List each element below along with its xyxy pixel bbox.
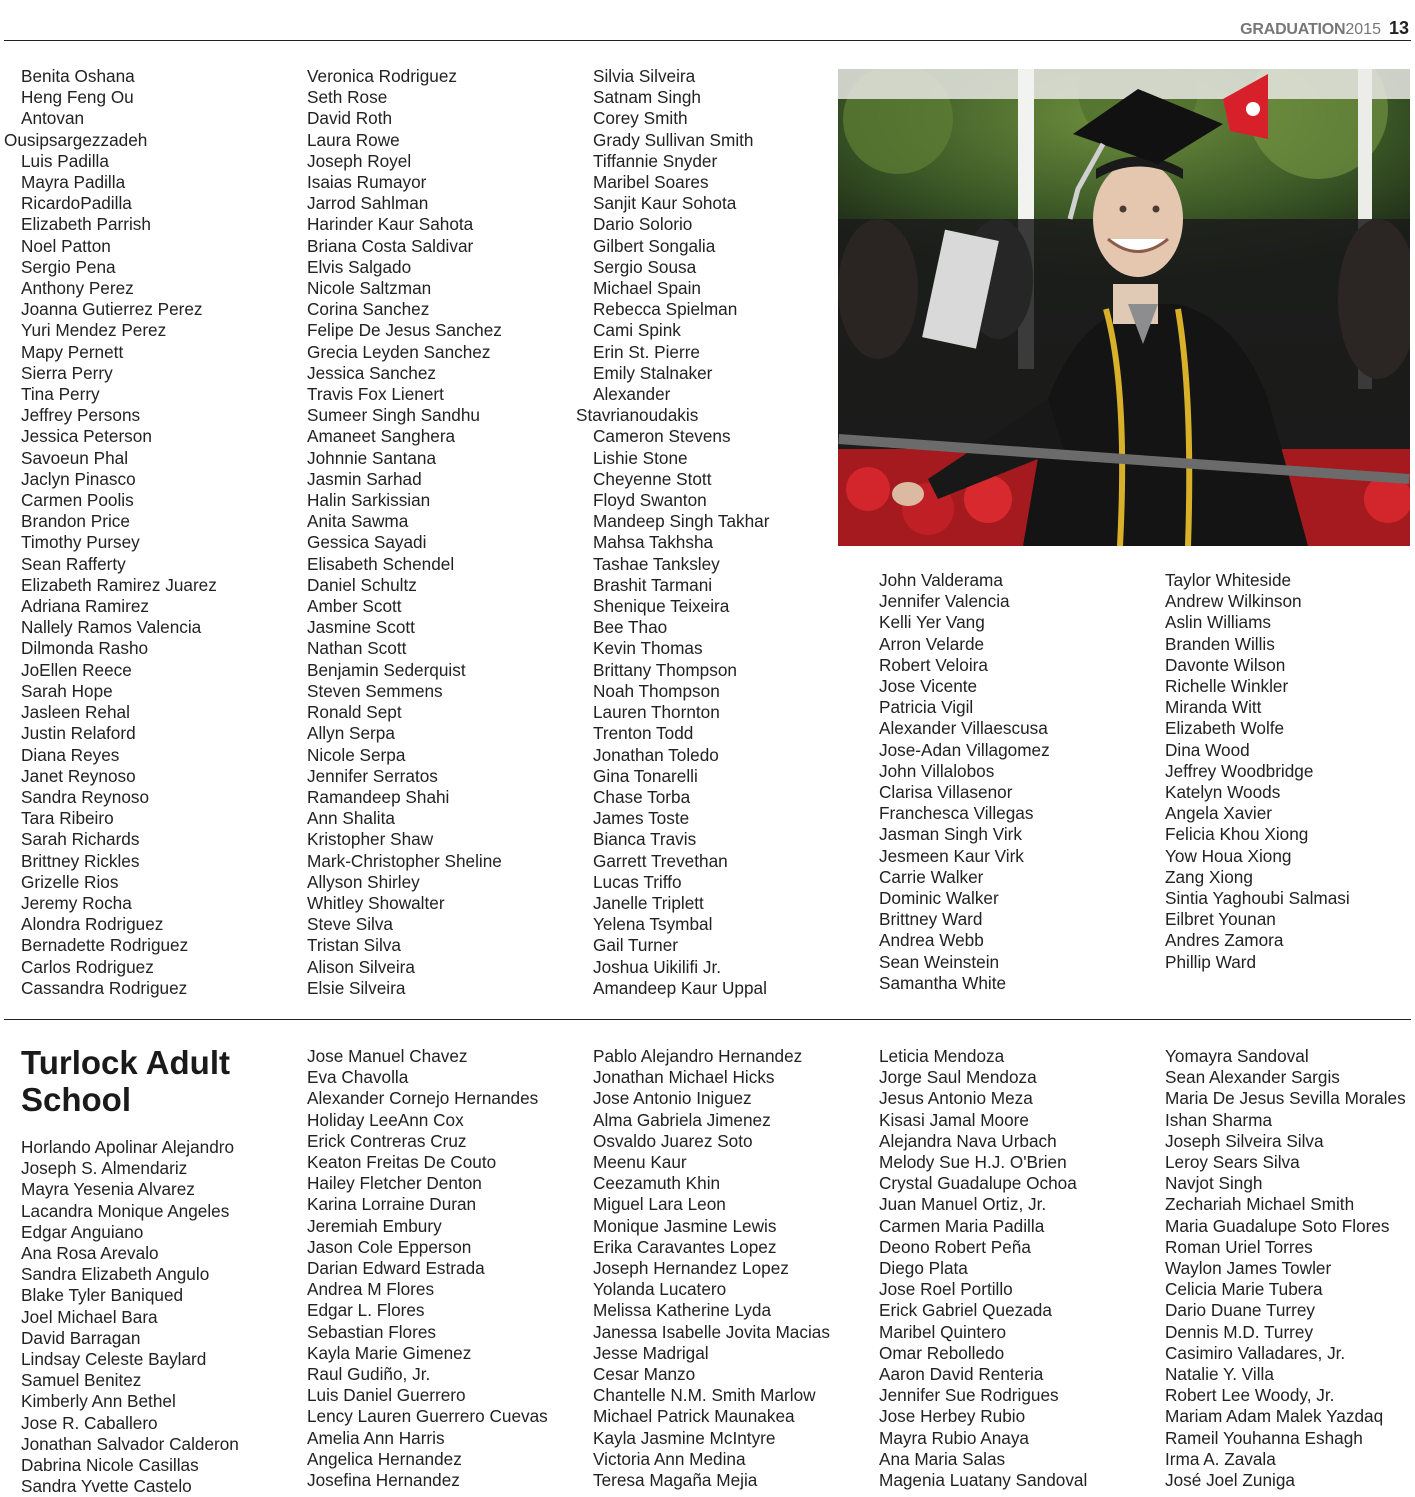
graduate-name: Joel Michael Bara <box>21 1306 158 1327</box>
graduate-name: JoEllen Reece <box>21 659 132 680</box>
graduate-name: Bianca Travis <box>593 829 697 850</box>
graduate-name: David Roth <box>307 108 393 129</box>
graduate-name: Joanna Gutierrez Perez <box>21 299 203 320</box>
graduate-name: Celicia Marie Tubera <box>1165 1279 1323 1300</box>
graduate-name: Waylon James Towler <box>1165 1258 1332 1279</box>
graduate-name: Laura Rowe <box>307 129 400 150</box>
graduate-name: Jose Manuel Chavez <box>307 1046 468 1066</box>
graduate-name: Yuri Mendez Perez <box>21 320 167 341</box>
graduate-name: Justin Relaford <box>21 723 136 744</box>
graduate-name: Edgar L. Flores <box>307 1300 425 1321</box>
graduate-name: Seth Rose <box>307 87 388 108</box>
graduate-name: Carrie Walker <box>879 866 984 887</box>
graduate-name: Eilbret Younan <box>1165 909 1276 930</box>
graduate-name: Clarisa Villasenor <box>879 782 1013 803</box>
graduate-name: Carlos Rodriguez <box>21 956 154 977</box>
graduate-name: Stavrianoudakis <box>576 405 699 426</box>
graduate-name: Luis Padilla <box>21 150 109 171</box>
graduate-name: Cheyenne Stott <box>593 468 712 489</box>
graduate-name: Kristopher Shaw <box>307 829 434 850</box>
graduate-name: Jesus Antonio Meza <box>879 1088 1033 1109</box>
graduate-name: Benjamin Sederquist <box>307 659 466 680</box>
graduate-name: Mandeep Singh Takhar <box>593 511 770 532</box>
graduate-name: Gessica Sayadi <box>307 532 427 553</box>
graduate-name: Jarrod Sahlman <box>307 193 429 214</box>
graduate-name: Mayra Rubio Anaya <box>879 1427 1029 1448</box>
graduate-name: Sarah Hope <box>21 680 113 701</box>
graduate-name: Chase Torba <box>593 786 691 807</box>
graduate-name: Corey Smith <box>593 108 688 129</box>
graduate-name: Jasmine Scott <box>307 617 415 638</box>
graduate-name: Maribel Soares <box>593 172 709 193</box>
graduate-name: Elizabeth Ramirez Juarez <box>21 574 217 595</box>
graduate-name: Meenu Kaur <box>593 1152 687 1173</box>
graduate-name: Yolanda Lucatero <box>593 1279 727 1300</box>
graduate-name: Tashae Tanksley <box>593 553 720 574</box>
graduate-name: Elisabeth Schendel <box>307 553 455 574</box>
graduate-name: Rebecca Spielman <box>593 299 738 320</box>
name-column-5 <box>1148 570 1350 973</box>
graduate-name: Leroy Sears Silva <box>1165 1152 1300 1173</box>
graduate-name: Alejandra Nava Urbach <box>879 1130 1057 1151</box>
graduate-name: Blake Tyler Baniqued <box>21 1285 184 1306</box>
graduate-name: Brittney Rickles <box>21 850 140 871</box>
graduate-name: Irma A. Zavala <box>1165 1448 1276 1469</box>
graduate-name: Sintia Yaghoubi Salmasi <box>1165 888 1350 909</box>
graduate-name: Alma Gabriela Jimenez <box>593 1109 771 1130</box>
graduate-name: Roman Uriel Torres <box>1165 1236 1313 1257</box>
graduate-name: Daniel Schultz <box>307 574 417 595</box>
graduate-name: Jorge Saul Mendoza <box>879 1067 1037 1088</box>
graduate-name: Zang Xiong <box>1165 866 1253 887</box>
adult-name-column-5 <box>1148 1046 1406 1491</box>
graduate-name: Jennifer Valencia <box>879 591 1010 612</box>
graduate-name: Lindsay Celeste Baylard <box>21 1349 207 1370</box>
graduate-name: Andrea M Flores <box>307 1279 435 1300</box>
graduate-name: Jeffrey Persons <box>21 405 141 426</box>
graduate-name: Richelle Winkler <box>1165 676 1289 697</box>
graduate-name: Elsie Silveira <box>307 977 406 998</box>
adult-name-column-1 <box>4 1137 239 1497</box>
graduate-name: Briana Costa Saldivar <box>307 235 474 256</box>
graduate-name: Jeffrey Woodbridge <box>1165 760 1314 781</box>
graduate-name: Allyn Serpa <box>307 723 395 744</box>
graduate-name: Felicia Khou Xiong <box>1165 824 1309 845</box>
adult-school-heading-line-2: School <box>21 1081 132 1118</box>
graduate-name: Halin Sarkissian <box>307 490 431 511</box>
graduate-name: Andres Zamora <box>1165 930 1284 951</box>
name-column-2 <box>290 66 502 999</box>
graduate-name: Erin St. Pierre <box>593 341 700 362</box>
graduate-name: Ann Shalita <box>307 808 395 829</box>
graduate-name: Tara Ribeiro <box>21 808 114 829</box>
graduate-name: Savoeun Phal <box>21 447 129 468</box>
graduate-name: RicardoPadilla <box>21 193 132 214</box>
graduate-name: Keaton Freitas De Couto <box>307 1152 497 1173</box>
section-name: GRADUATION <box>1240 21 1346 38</box>
graduate-name: Garrett Trevethan <box>593 850 728 871</box>
graduate-name: Jasmin Sarhad <box>307 468 422 489</box>
graduate-name: Joshua Uikilifi Jr. <box>593 956 721 977</box>
graduate-name: Jonathan Salvador Calderon <box>21 1433 239 1454</box>
graduate-name: Darian Edward Estrada <box>307 1258 485 1279</box>
graduate-name: Maribel Quintero <box>879 1321 1007 1342</box>
adult-name-column-2 <box>290 1046 548 1491</box>
graduate-name: Jonathan Michael Hicks <box>593 1067 775 1088</box>
graduate-name: Janelle Triplett <box>593 892 704 913</box>
graduate-name: Alexander Cornejo Hernandes <box>307 1088 539 1109</box>
graduate-name: Dilmonda Rasho <box>21 638 149 659</box>
graduate-name: Angelica Hernandez <box>307 1448 462 1469</box>
graduate-name: Jose Antonio Iniguez <box>593 1088 752 1109</box>
graduate-name: Robert Lee Woody, Jr. <box>1165 1385 1335 1406</box>
graduate-name: Alexander Villaescusa <box>879 718 1048 739</box>
graduate-name: Jennifer Sue Rodrigues <box>879 1385 1059 1406</box>
graduate-name: Leticia Mendoza <box>879 1046 1005 1066</box>
graduate-name: Davonte Wilson <box>1165 654 1286 675</box>
graduate-name: Jose Vicente <box>879 676 978 697</box>
graduate-name: Edgar Anguiano <box>21 1221 144 1242</box>
graduate-name: Emily Stalnaker <box>593 362 713 383</box>
graduate-name: Yow Houa Xiong <box>1165 845 1292 866</box>
graduate-name: Bernadette Rodriguez <box>21 935 189 956</box>
graduate-name: Rameil Youhanna Eshagh <box>1165 1427 1363 1448</box>
graduate-name: Sergio Sousa <box>593 256 697 277</box>
graduate-name: Natalie Y. Villa <box>1165 1364 1274 1385</box>
graduate-name: Trenton Todd <box>593 723 694 744</box>
graduate-name: Jennifer Serratos <box>307 765 438 786</box>
graduate-name: Grizelle Rios <box>21 871 119 892</box>
graduate-name: Zechariah Michael Smith <box>1165 1194 1355 1215</box>
graduate-name: Felipe De Jesus Sanchez <box>307 320 502 341</box>
graduate-name: Amandeep Kaur Uppal <box>593 977 767 998</box>
graduate-name: Floyd Swanton <box>593 490 707 511</box>
graduate-name: Dina Wood <box>1165 739 1250 760</box>
graduate-name: Taylor Whiteside <box>1165 570 1292 590</box>
graduate-name: Satnam Singh <box>593 87 701 108</box>
graduate-name: Jesmeen Kaur Virk <box>879 845 1024 866</box>
graduate-name: Chantelle N.M. Smith Marlow <box>593 1385 816 1406</box>
graduate-name: Jeremy Rocha <box>21 892 132 913</box>
graduate-name: Arron Velarde <box>879 633 985 654</box>
graduate-name: Alexander <box>593 384 671 405</box>
graduate-name: Mariam Adam Malek Yazdaq <box>1165 1406 1384 1427</box>
graduate-name: Grecia Leyden Sanchez <box>307 341 491 362</box>
graduate-name: Jessica Peterson <box>21 426 152 447</box>
graduate-name: Samuel Benitez <box>21 1370 142 1391</box>
graduate-name: Jonathan Toledo <box>593 744 719 765</box>
graduate-name: Joseph Hernandez Lopez <box>593 1258 789 1279</box>
graduate-name: Jesse Madrigal <box>593 1342 709 1363</box>
graduate-name: Carmen Maria Padilla <box>879 1215 1045 1236</box>
graduate-name: Miguel Lara Leon <box>593 1194 726 1215</box>
graduate-name: Johnnie Santana <box>307 447 437 468</box>
graduate-name: Gail Turner <box>593 935 679 956</box>
graduate-name: Jason Cole Epperson <box>307 1236 472 1257</box>
graduate-name: Jessica Sanchez <box>307 362 436 383</box>
graduate-name: Lishie Stone <box>593 447 688 468</box>
graduate-name: Teresa Magaña Mejia <box>593 1470 758 1491</box>
graduate-name: Elizabeth Wolfe <box>1165 718 1285 739</box>
graduate-name: Michael Spain <box>593 278 701 299</box>
graduate-name: Sean Weinstein <box>879 951 1000 972</box>
graduate-name: Lauren Thornton <box>593 702 720 723</box>
graduate-name: Erick Gabriel Quezada <box>879 1300 1052 1321</box>
graduate-name: Kisasi Jamal Moore <box>879 1109 1029 1130</box>
graduate-name: Luis Daniel Guerrero <box>307 1385 466 1406</box>
graduate-name: Isaias Rumayor <box>307 172 427 193</box>
header-rule <box>4 40 1411 41</box>
graduate-name: Silvia Silveira <box>593 66 696 86</box>
graduate-name: Janessa Isabelle Jovita Macias <box>593 1321 830 1342</box>
graduate-name: Nathan Scott <box>307 638 407 659</box>
graduate-name: Melody Sue H.J. O'Brien <box>879 1152 1067 1173</box>
graduate-name: Sean Rafferty <box>21 553 126 574</box>
graduate-name: Adriana Ramirez <box>21 596 149 617</box>
graduate-name: Jasman Singh Virk <box>879 824 1022 845</box>
graduate-name: Kayla Marie Gimenez <box>307 1342 472 1363</box>
graduate-name: Mark-Christopher Sheline <box>307 850 502 871</box>
graduate-name: Tina Perry <box>21 384 100 405</box>
graduate-name: Mayra Yesenia Alvarez <box>21 1179 195 1200</box>
graduate-name: Jaclyn Pinasco <box>21 468 136 489</box>
graduate-name: Patricia Vigil <box>879 697 974 718</box>
adult-name-column-3 <box>576 1046 830 1491</box>
graduate-name: Melissa Katherine Lyda <box>593 1300 772 1321</box>
graduate-name: Erika Caravantes Lopez <box>593 1236 777 1257</box>
page-number: 13 <box>1388 18 1409 38</box>
graduate-name: Maria Guadalupe Soto Flores <box>1165 1215 1390 1236</box>
graduate-name: Aslin Williams <box>1165 612 1271 633</box>
graduate-name: Jose Roel Portillo <box>879 1279 1013 1300</box>
graduate-name: John Valderama <box>879 570 1003 590</box>
graduate-name: Eva Chavolla <box>307 1067 409 1088</box>
graduate-name: Samantha White <box>879 972 1007 993</box>
graduate-name: Carmen Poolis <box>21 490 134 511</box>
graduate-name: Noel Patton <box>21 235 111 256</box>
graduate-name: Horlando Apolinar Alejandro <box>21 1137 235 1157</box>
graduate-name: Dario Solorio <box>593 214 693 235</box>
graduate-name: Mayra Padilla <box>21 172 126 193</box>
graduate-name: Antovan <box>21 108 85 129</box>
graduate-name: Phillip Ward <box>1165 951 1257 972</box>
graduate-name: Holiday LeeAnn Cox <box>307 1109 464 1130</box>
graduate-name: Alondra Rodriguez <box>21 914 164 935</box>
graduate-name: Deono Robert Peña <box>879 1236 1031 1257</box>
graduate-name: Yelena Tsymbal <box>593 914 713 935</box>
graduate-name: Elvis Salgado <box>307 256 412 277</box>
graduate-name: Joseph Silveira Silva <box>1165 1130 1324 1151</box>
graduate-name: Brashit Tarmani <box>593 574 713 595</box>
graduate-name: Dario Duane Turrey <box>1165 1300 1315 1321</box>
graduate-name: Diana Reyes <box>21 744 120 765</box>
graduate-name: Nallely Ramos Valencia <box>21 617 202 638</box>
graduate-name: Dabrina Nicole Casillas <box>21 1455 199 1476</box>
graduate-name: John Villalobos <box>879 760 995 781</box>
graduate-name: Navjot Singh <box>1165 1173 1263 1194</box>
graduate-name: Steven Semmens <box>307 680 443 701</box>
adult-name-column-4 <box>862 1046 1087 1491</box>
name-column-3 <box>576 66 769 999</box>
graduate-name: Karina Lorraine Duran <box>307 1194 477 1215</box>
graduate-name: Brittany Thompson <box>593 659 737 680</box>
graduate-name: Mapy Pernett <box>21 341 124 362</box>
graduate-name: Brittney Ward <box>879 909 983 930</box>
page-header <box>1240 18 1409 40</box>
graduate-name: Brandon Price <box>21 511 130 532</box>
graduate-name: James Toste <box>593 808 690 829</box>
graduate-name: Sergio Pena <box>21 256 116 277</box>
graduate-name: Robert Veloira <box>879 654 988 675</box>
graduate-name: Cesar Manzo <box>593 1364 696 1385</box>
graduate-name: Janet Reynoso <box>21 765 136 786</box>
graduate-name: Andrea Webb <box>879 930 984 951</box>
graduate-name: David Barragan <box>21 1327 141 1348</box>
graduate-name: Andrew Wilkinson <box>1165 591 1302 612</box>
graduate-name: Elizabeth Parrish <box>21 214 151 235</box>
graduate-name: Kelli Yer Vang <box>879 612 985 633</box>
graduate-name: Heng Feng Ou <box>21 87 134 108</box>
graduate-name: Bee Thao <box>593 617 668 638</box>
graduate-name: Sandra Yvette Castelo <box>21 1476 192 1497</box>
adult-school-heading-line-1: Turlock Adult <box>21 1044 230 1081</box>
graduate-name: Cameron Stevens <box>593 426 731 447</box>
graduate-name: Casimiro Valladares, Jr. <box>1165 1342 1346 1363</box>
adult-school-heading <box>21 1044 230 1118</box>
graduate-name: Yomayra Sandoval <box>1165 1046 1309 1066</box>
graduate-name: Grady Sullivan Smith <box>593 129 754 150</box>
graduate-name: Sebastian Flores <box>307 1321 436 1342</box>
graduate-name: Sandra Reynoso <box>21 786 150 807</box>
graduate-name: Ishan Sharma <box>1165 1109 1273 1130</box>
graduate-name: Harinder Kaur Sahota <box>307 214 474 235</box>
graduate-name: Allyson Shirley <box>307 871 420 892</box>
graduate-name: Michael Patrick Maunakea <box>593 1406 795 1427</box>
graduate-name: Josefina Hernandez <box>307 1470 460 1491</box>
graduate-name: Kimberly Ann Bethel <box>21 1391 176 1412</box>
graduate-name: Sumeer Singh Sandhu <box>307 405 480 426</box>
graduate-name: Katelyn Woods <box>1165 782 1281 803</box>
graduate-name: Magenia Luatany Sandoval <box>879 1470 1088 1491</box>
graduate-name: Jeremiah Embury <box>307 1215 442 1236</box>
graduate-name: Travis Fox Lienert <box>307 384 444 405</box>
graduate-name: Cassandra Rodriguez <box>21 977 188 998</box>
graduate-name: Nicole Saltzman <box>307 278 432 299</box>
graduate-name: José Joel Zuniga <box>1165 1470 1295 1491</box>
graduate-name: Osvaldo Juarez Soto <box>593 1130 753 1151</box>
graduate-name: Lency Lauren Guerrero Cuevas <box>307 1406 548 1427</box>
graduate-name: Lacandra Monique Angeles <box>21 1200 230 1221</box>
graduate-name: Victoria Ann Medina <box>593 1448 746 1469</box>
graduate-name: Gilbert Songalia <box>593 235 716 256</box>
graduate-name: Nicole Serpa <box>307 744 406 765</box>
graduate-name: Hailey Fletcher Denton <box>307 1173 482 1194</box>
graduate-name: Jasleen Rehal <box>21 702 130 723</box>
graduate-name: Ceezamuth Khin <box>593 1173 721 1194</box>
graduate-name: Crystal Guadalupe Ochoa <box>879 1173 1077 1194</box>
graduate-name: Maria De Jesus Sevilla Morales <box>1165 1088 1406 1109</box>
graduate-name: Cami Spink <box>593 320 681 341</box>
graduate-photo <box>838 69 1410 546</box>
graduate-name: Dominic Walker <box>879 888 999 909</box>
graduate-name: Jose Herbey Rubio <box>879 1406 1026 1427</box>
graduate-name: Miranda Witt <box>1165 697 1262 718</box>
graduate-name: Ana Rosa Arevalo <box>21 1243 159 1264</box>
section-rule <box>4 1019 1411 1020</box>
graduate-name: Sean Alexander Sargis <box>1165 1067 1340 1088</box>
graduate-name: Joseph Royel <box>307 150 412 171</box>
section-year: 2015 <box>1345 21 1381 38</box>
graduate-name: Jose-Adan Villagomez <box>879 739 1050 760</box>
graduate-name: Steve Silva <box>307 914 393 935</box>
graduate-name: Amber Scott <box>307 596 402 617</box>
graduate-name: Tristan Silva <box>307 935 401 956</box>
graduate-name: Sarah Richards <box>21 829 140 850</box>
graduate-name: Erick Contreras Cruz <box>307 1130 467 1151</box>
graduate-name: Sierra Perry <box>21 362 113 383</box>
graduate-name: Sandra Elizabeth Angulo <box>21 1264 210 1285</box>
name-column-4 <box>862 570 1050 994</box>
graduate-name: Raul Gudiño, Jr. <box>307 1364 431 1385</box>
graduate-name: Ana Maria Salas <box>879 1448 1006 1469</box>
graduate-name: Angela Xavier <box>1165 803 1273 824</box>
graduate-name: Mahsa Takhsha <box>593 532 714 553</box>
graduate-name: Jose R. Caballero <box>21 1412 158 1433</box>
graduate-name: Alison Silveira <box>307 956 415 977</box>
graduate-name: Timothy Pursey <box>21 532 140 553</box>
graduate-name: Kevin Thomas <box>593 638 703 659</box>
graduate-name: Anita Sawma <box>307 511 409 532</box>
graduate-name: Omar Rebolledo <box>879 1342 1005 1363</box>
graduate-name: Ramandeep Shahi <box>307 786 450 807</box>
graduate-name: Shenique Teixeira <box>593 596 730 617</box>
graduate-name: Branden Willis <box>1165 633 1275 654</box>
graduate-name: Anthony Perez <box>21 278 134 299</box>
name-column-1 <box>4 66 217 999</box>
graduate-name: Diego Plata <box>879 1258 968 1279</box>
graduate-name: Whitley Showalter <box>307 892 445 913</box>
graduate-name: Lucas Triffo <box>593 871 682 892</box>
graduate-name: Ousipsargezzadeh <box>4 129 148 150</box>
graduate-name: Pablo Alejandro Hernandez <box>593 1046 803 1066</box>
graduate-name: Amelia Ann Harris <box>307 1427 445 1448</box>
graduate-name: Monique Jasmine Lewis <box>593 1215 777 1236</box>
graduate-photo-illustration <box>838 69 1410 546</box>
graduate-name: Gina Tonarelli <box>593 765 698 786</box>
graduate-name: Sanjit Kaur Sohota <box>593 193 737 214</box>
graduate-name: Aaron David Renteria <box>879 1364 1044 1385</box>
graduate-name: Franchesca Villegas <box>879 803 1034 824</box>
graduate-name: Juan Manuel Ortiz, Jr. <box>879 1194 1047 1215</box>
graduate-name: Veronica Rodriguez <box>307 66 458 86</box>
graduate-name: Kayla Jasmine McIntyre <box>593 1427 776 1448</box>
graduate-name: Dennis M.D. Turrey <box>1165 1321 1314 1342</box>
graduate-name: Ronald Sept <box>307 702 402 723</box>
graduate-name: Tiffannie Snyder <box>593 150 718 171</box>
graduate-name: Amaneet Sanghera <box>307 426 456 447</box>
graduate-name: Corina Sanchez <box>307 299 430 320</box>
graduate-name: Noah Thompson <box>593 680 720 701</box>
graduate-name: Benita Oshana <box>21 66 135 86</box>
graduate-name: Joseph S. Almendariz <box>21 1158 188 1179</box>
